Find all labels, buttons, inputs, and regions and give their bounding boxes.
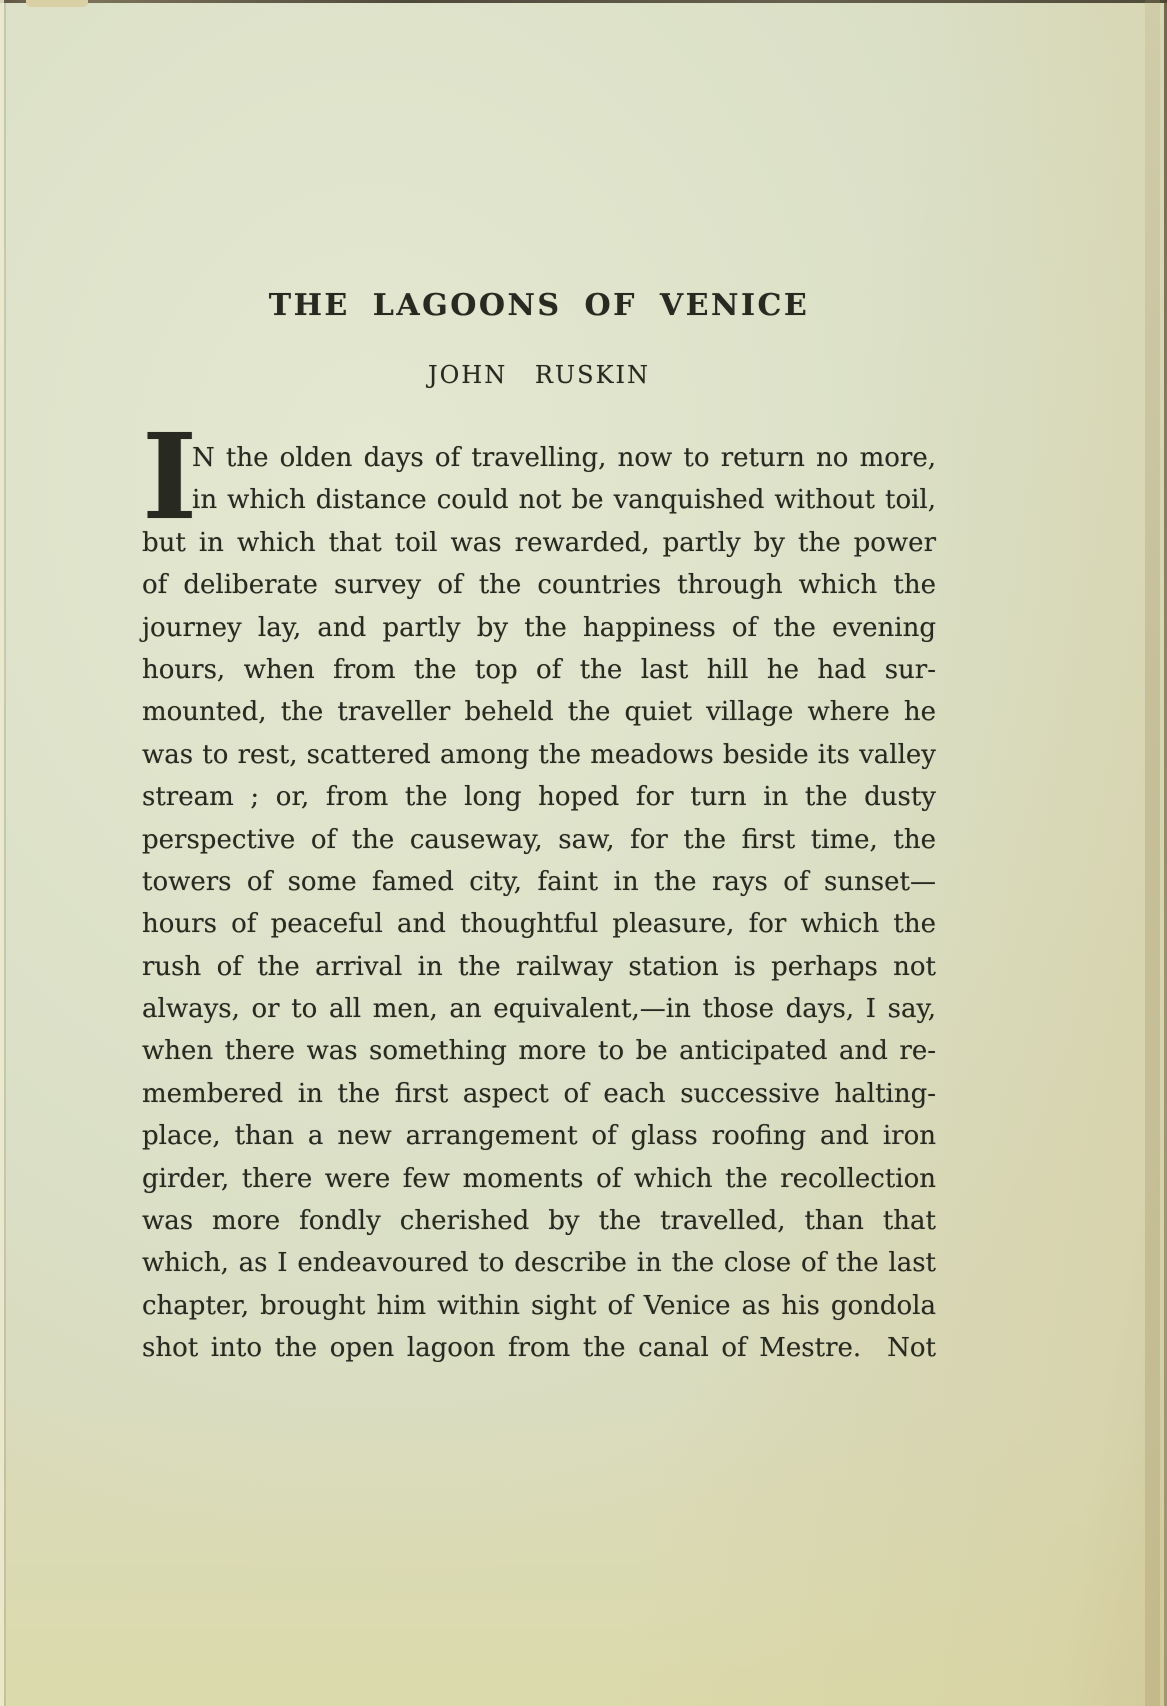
- body-line: mounted, the traveller beheld the quiet village where he: [142, 697, 936, 728]
- body-line: chapter, brought him within sight of Venice as his gondola: [142, 1290, 936, 1321]
- body-line: place, than a new arrangement of glass roofing and iron: [142, 1121, 936, 1152]
- page-title: THE LAGOONS OF VENICE: [268, 288, 810, 323]
- body-line: journey lay, and partly by the happiness of the evening: [142, 612, 936, 643]
- body-line: rush of the arrival in the railway station is perhaps not: [142, 951, 936, 982]
- body-line: when there was something more to be anticipated and re-: [142, 1036, 936, 1067]
- drop-cap: I: [142, 407, 198, 546]
- body-line: towers of some famed city, faint in the rays of sunset—: [142, 866, 936, 897]
- body-line: hours, when from the top of the last hill he had sur-: [142, 654, 936, 685]
- page-left-edge-line: [4, 0, 6, 1706]
- page-top-edge-notch: [26, 0, 88, 7]
- body-line: was to rest, scattered among the meadows beside its valley: [142, 739, 936, 770]
- body-line: in which distance could not be vanquished without toil,: [192, 485, 936, 516]
- body-line: girder, there were few moments of which the recollection: [142, 1163, 936, 1194]
- body-line: shot into the open lagoon from the canal of Mestre. Not: [142, 1333, 936, 1364]
- page-right-edge-band: [1145, 0, 1160, 1706]
- body-line: N the olden days of travelling, now to return no more,: [192, 443, 936, 473]
- body-line: which, as I endeavoured to describe in the close of the last: [142, 1248, 936, 1279]
- body-line: perspective of the causeway, saw, for the first time, the: [142, 824, 936, 855]
- body-paragraph: [142, 407, 936, 1370]
- body-line: of deliberate survey of the countries through which the: [142, 570, 936, 601]
- author-name: JOHN RUSKIN: [427, 361, 650, 389]
- body-line: always, or to all men, an equivalent,—in those days, I say,: [142, 994, 936, 1025]
- body-line: hours of peaceful and thoughtful pleasure, for which the: [142, 909, 936, 940]
- body-line: was more fondly cherished by the travelled, than that: [142, 1206, 936, 1237]
- body-line: stream ; or, from the long hoped for turn in the dusty: [142, 782, 936, 813]
- body-line: but in which that toil was rewarded, partly by the power: [142, 527, 936, 558]
- page-top-edge-shadow: [0, 0, 1167, 3]
- body-line: membered in the first aspect of each successive halting-: [142, 1078, 936, 1109]
